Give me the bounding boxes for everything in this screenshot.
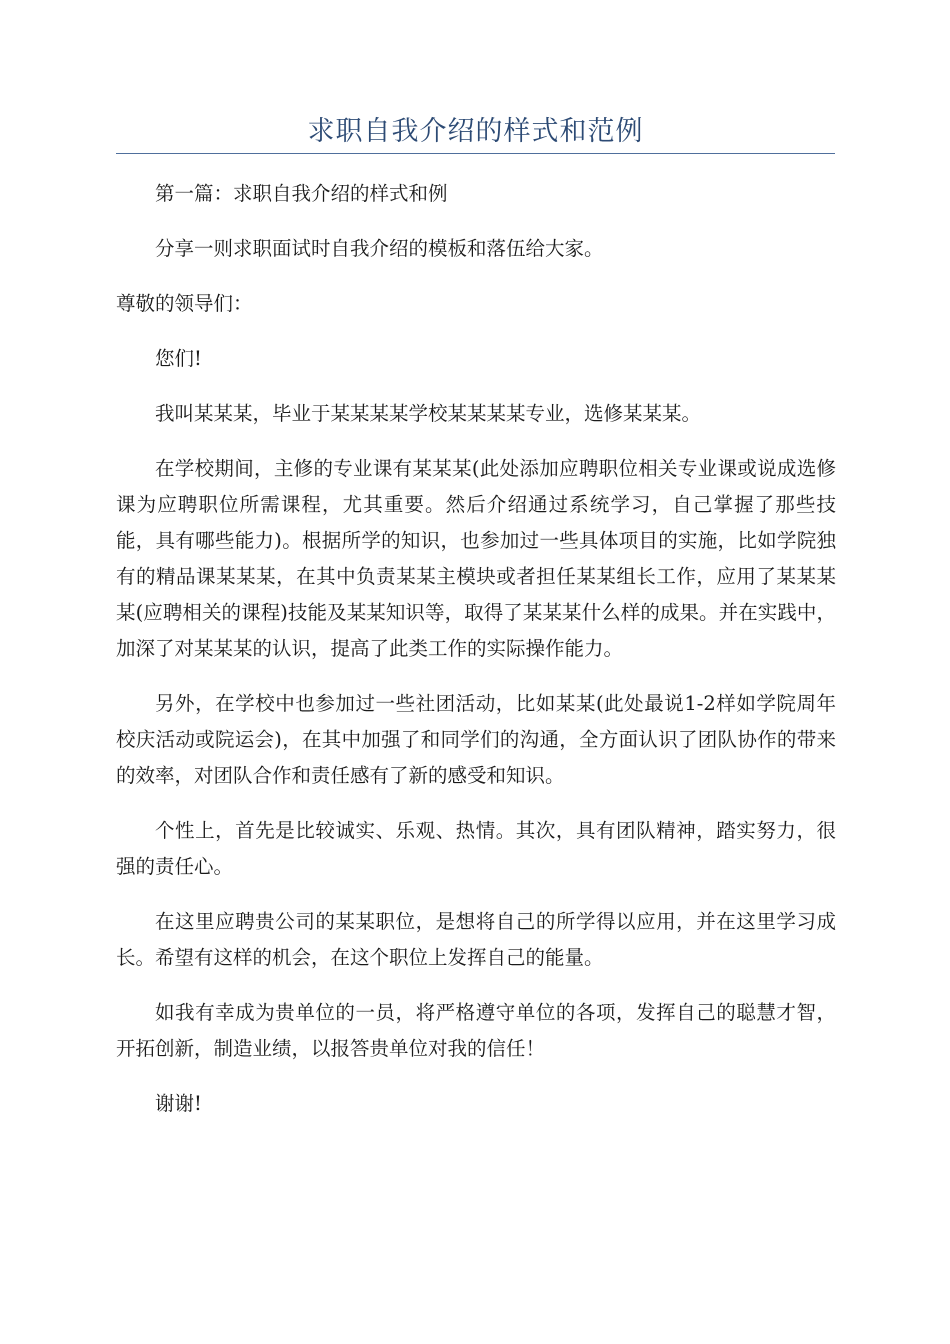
paragraph-section-heading: 第一篇：求职自我介绍的样式和例: [155, 182, 448, 205]
paragraph-studies: 在学校期间，主修的专业课有某某某(此处添加应聘职位相关专业课或说成选修课为应聘职位所需课程，尤其重要。然后介绍通过系统学习，自己掌握了那些技能，具有哪些能力)。根据所学的知识，也参加过一些具体项目的实施，比如学院独有的精品课某某某，在其中负责某某主模块或者担任某某组长工作，应用了某某某某(应聘相关的课程)技能及某某知识等，取得了某某某什么样的成果。并在实践中，加深了对某某某的认识，提高了此类工作的实际操作能力。: [116, 457, 836, 660]
paragraph-greeting: 您们!: [155, 347, 202, 370]
document-body: [116, 176, 836, 1141]
paragraph-activities: 另外，在学校中也参加过一些社团活动，比如某某(此处最说1-2样如学院周年校庆活动或院运会)，在其中加强了和同学们的沟通，全方面认识了团队协作的带来的效率，对团队合作和责任感有了新的感受和知识。: [116, 692, 836, 787]
paragraph-salutation: 尊敬的领导们：: [116, 292, 253, 315]
paragraph-application: 在这里应聘贵公司的某某职位，是想将自己的所学得以应用，并在这里学习成长。希望有这样的机会，在这个职位上发挥自己的能量。: [116, 910, 836, 969]
paragraph-commitment: 如我有幸成为贵单位的一员，将严格遵守单位的各项，发挥自己的聪慧才智，开拓创新，制造业绩，以报答贵单位对我的信任！: [116, 1001, 836, 1060]
paragraph-personality: 个性上，首先是比较诚实、乐观、热情。其次，具有团队精神，踏实努力，很强的责任心。: [116, 819, 836, 878]
paragraph-thanks: 谢谢!: [155, 1092, 202, 1115]
title-underline: [116, 153, 835, 154]
document-title: 求职自我介绍的样式和范例: [307, 116, 644, 147]
paragraph-name: 我叫某某某，毕业于某某某某学校某某某某专业，选修某某某。: [155, 402, 702, 425]
paragraph-intro: 分享一则求职面试时自我介绍的模板和落伍给大家。: [155, 237, 604, 260]
